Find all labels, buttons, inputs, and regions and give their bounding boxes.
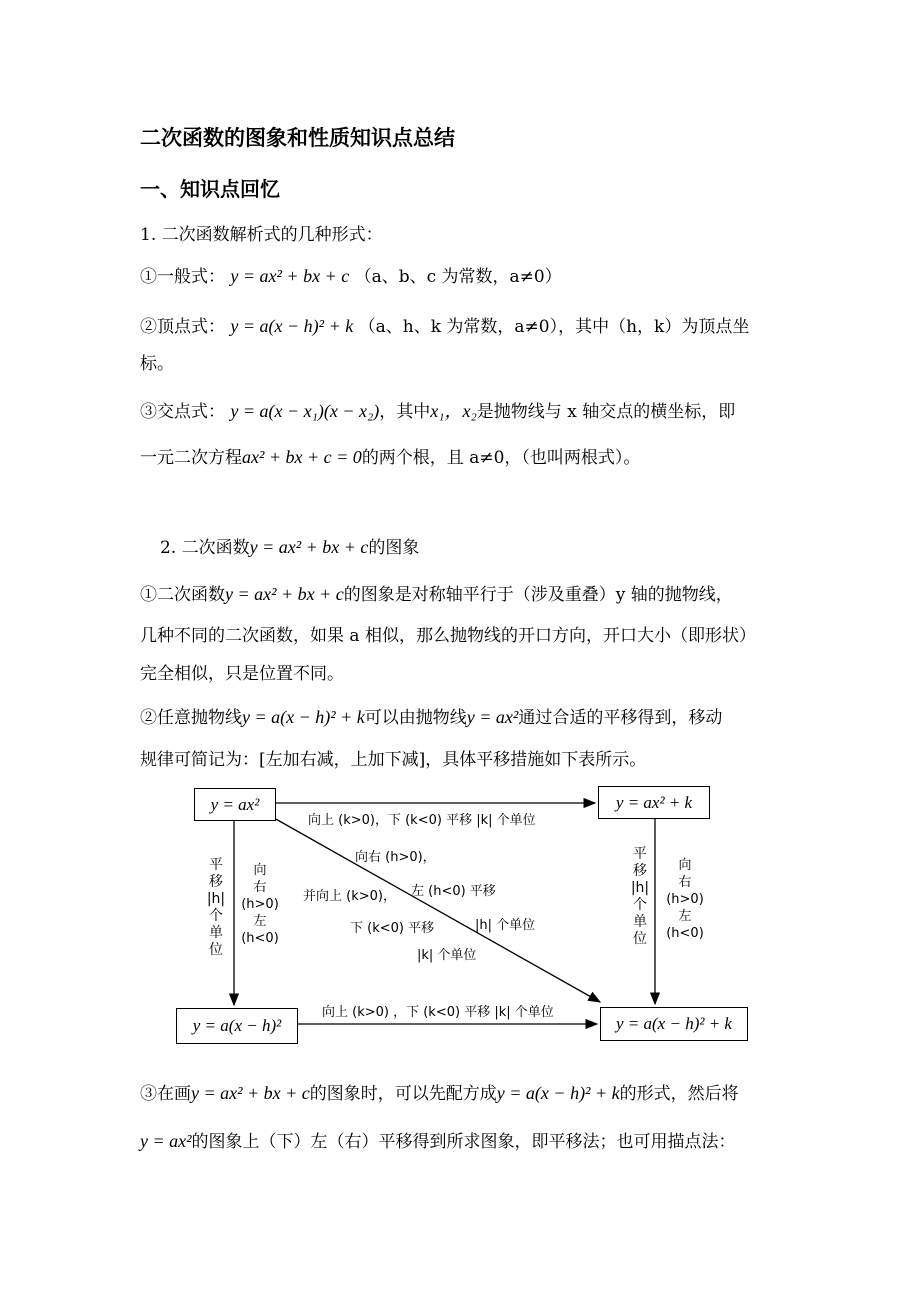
box-y-a-x-minus-h-sq: y = a(x − h)² (176, 1008, 298, 1044)
p2-b: 可以由抛物线 (364, 708, 467, 728)
vertex-form-label: ②顶点式： (140, 317, 225, 337)
p3-c: 的形式，然后将 (619, 1084, 739, 1104)
diagonal-label-5: |h| 个单位 (475, 918, 536, 933)
section-heading: 一、知识点回忆 (140, 177, 280, 201)
intercept-line2-a: 一元二次方程 (140, 448, 242, 468)
right-shift-label: 平 移 |h| 个 单 位 (630, 846, 650, 947)
p3-line2 (140, 1127, 736, 1152)
intercept-line2-b: 的两个根，且 a≠0，（也叫两根式）。 (361, 448, 641, 468)
diagonal-label-6: |k| 个单位 (417, 948, 477, 963)
p2-formula1: y = a(x − h)² + k (242, 707, 365, 727)
diagonal-label-1: 向右 (h>0)， (355, 850, 436, 865)
p1-formula: y = ax² + bx + c (225, 584, 344, 604)
p3-b: 的图象时，可以先配方成 (309, 1084, 497, 1104)
p3-line2-text: 的图象上（下）左（右）平移得到所求图象，即平移法；也可用描点法： (191, 1132, 736, 1152)
p1-b: 的图象是对称轴平行于（涉及重叠）y 轴的抛物线， (343, 585, 733, 605)
p3-formula3: y = ax² (140, 1131, 192, 1151)
top-arrow-label: 向上 (k>0)，下 (k<0) 平移 |k| 个单位 (308, 813, 536, 828)
p3-formula2: y = a(x − h)² + k (496, 1083, 620, 1103)
arrow-diagonal (274, 818, 600, 1002)
item2-heading-formula: y = ax² + bx + c (249, 537, 369, 557)
diagonal-label-2: 并向上 (k>0)， (303, 889, 396, 904)
intercept-note-b: 是抛物线与 x 轴交点的横坐标，即 (476, 402, 736, 422)
bottom-arrow-label: 向上 (k>0) ，下 (k<0) 平移 |k| 个单位 (322, 1005, 554, 1020)
intercept-note-a: ，其中 (379, 402, 431, 422)
p3-line1 (140, 1079, 739, 1104)
diagonal-label-3: 左 (h<0) 平移 (411, 884, 496, 899)
box-y-ax2-plus-k: y = ax² + k (598, 786, 710, 819)
p2-a: ②任意抛物线 (140, 708, 242, 728)
left-shift-label: 平 移 |h| 个 单 位 (206, 857, 226, 958)
intercept-roots: x₁，x₂ (430, 401, 477, 421)
item2-heading-a: 2. 二次函数 (160, 538, 250, 558)
item1-heading: 1. 二次函数解析式的几种形式： (140, 225, 383, 245)
general-form-formula: y = ax² + bx + c (230, 266, 350, 286)
box-y-ax2: y = ax² (194, 788, 276, 821)
box-y-a-x-minus-h-sq-plus-k: y = a(x − h)² + k (600, 1007, 748, 1041)
intercept-equation: ax² + bx + c = 0 (242, 447, 362, 467)
p2-formula2: y = ax² (466, 707, 519, 727)
item2-heading-b: 的图象 (368, 538, 420, 558)
vertex-form-formula: y = a(x − h)² + k (230, 316, 354, 336)
p3-formula1: y = ax² + bx + c (191, 1083, 310, 1103)
p2-line2: 规律可简记为：[左加右减，上加下减]，具体平移措施如下表所示。 (140, 750, 647, 770)
diagonal-label-4: 下 (k<0) 平移 (350, 921, 435, 936)
vertex-form-note: （a、h、k 为常数，a≠0），其中（h，k）为顶点坐 (358, 317, 750, 337)
p1-line2: 几种不同的二次函数，如果 a 相似，那么抛物线的开口方向，开口大小（即形状） (140, 626, 756, 646)
vertex-form-note-cont: 标。 (140, 354, 174, 374)
p1-a: ①二次函数 (140, 585, 225, 605)
p3-a: ③在画 (140, 1084, 191, 1104)
general-form-note: （a、b、c 为常数，a≠0） (354, 267, 562, 287)
intercept-form-formula: y = a(x − x₁)(x − x₂) (230, 401, 380, 421)
general-form-label: ①一般式： (140, 267, 225, 287)
p2-c: 通过合适的平移得到，移动 (518, 708, 723, 728)
page-title: 二次函数的图象和性质知识点总结 (140, 126, 455, 150)
p1-line3: 完全相似，只是位置不同。 (140, 664, 344, 684)
intercept-form-label: ③交点式： (140, 402, 225, 422)
left-direction-label: 向 右 (h>0) 左 (h<0) (241, 863, 279, 946)
right-direction-label: 向 右 (h>0) 左 (h<0) (666, 858, 704, 941)
